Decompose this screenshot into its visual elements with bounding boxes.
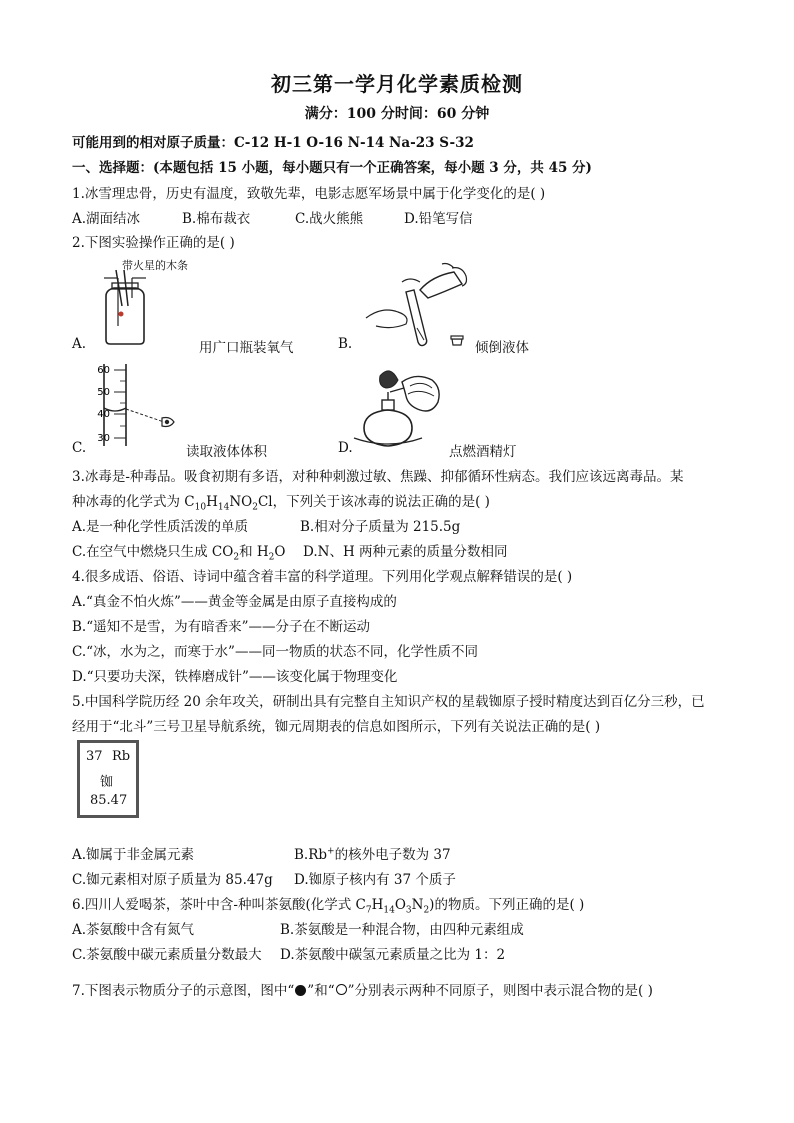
element-number: 37 bbox=[86, 749, 103, 764]
q5-option-c: C.铷元素相对原子质量为 85.47g bbox=[72, 872, 273, 888]
q6-stem: 6.四川人爱喝茶，茶叶中含-种叫茶氨酸(化学式 $C_7H_{14}O_3N_2$)的物质。下列正确的是( ) bbox=[72, 897, 585, 916]
q4-option-c: C.“冰，水为之，而寒于水”——同一物质的状态不同，化学性质不同 bbox=[72, 644, 478, 660]
q5-option-d: D.铷原子核内有 37 个质子 bbox=[294, 872, 456, 888]
element-mass: 85.47 bbox=[90, 793, 128, 808]
score-time-line: 满分：100 分时间：60 分钟 bbox=[304, 106, 490, 122]
q1-option-b: B.棉布裁衣 bbox=[182, 211, 251, 227]
q1-option-d: D.铅笔写信 bbox=[404, 211, 473, 227]
q2-option-b-text: 倾倒液体 bbox=[475, 340, 529, 356]
q3-option-d: D.N、H 两种元素的质量分数相同 bbox=[303, 544, 508, 560]
cylinder-tick-30: 30 bbox=[97, 433, 110, 444]
section-heading: 一、选择题：(本题包括 15 小题，每小题只有一个正确答案，每小题 3 分，共 45 分) bbox=[72, 160, 592, 176]
q4-option-d: D.“只要功夫深，铁棒磨成针”——该变化属于物理变化 bbox=[72, 669, 398, 685]
q1-option-c: C.战火熊熊 bbox=[295, 211, 364, 227]
cylinder-tick-60: 60 bbox=[97, 365, 110, 376]
q6-option-d: D.茶氨酸中碳氢元素质量之比为 1：2 bbox=[280, 947, 506, 963]
q5-option-a: A.铷属于非金属元素 bbox=[72, 847, 195, 863]
q2-stem: 2.下图实验操作正确的是( ) bbox=[72, 235, 235, 251]
q6-option-b: B.茶氨酸是一种混合物，由四种元素组成 bbox=[280, 922, 524, 938]
alcohol-lamp-figure bbox=[350, 362, 450, 450]
rubidium-element-card bbox=[77, 740, 139, 818]
cylinder-tick-50: 50 bbox=[97, 387, 110, 398]
black-atom-icon bbox=[295, 985, 306, 996]
q5-option-b: B.Rb+的核外电子数为 37 bbox=[294, 846, 451, 863]
q5-stem-line2: 经用于“北斗”三号卫星导航系统，铷元周期表的信息如图所示，下列有关说法正确的是( ) bbox=[72, 719, 601, 735]
element-name: 铷 bbox=[100, 775, 114, 790]
q3-option-c: C.在空气中燃烧只生成 $CO_2$和 $H_2O$ bbox=[72, 544, 286, 563]
gas-bottle-figure bbox=[96, 256, 206, 346]
fig-a-label: 带火星的木条 bbox=[122, 259, 188, 272]
q3-option-b: B.相对分子质量为 215.5g bbox=[300, 519, 461, 535]
q7-stem: 7.下图表示物质分子的示意图，图中“ ”和“ ”分别表示两种不同原子，则图中表示混合物的是( ) bbox=[72, 983, 653, 999]
q3-stem-line2: 种冰毒的化学式为 $C_{10}H_{14}NO_2Cl$，下列关于该冰毒的说法正确的是( ) bbox=[72, 494, 490, 513]
stopper-icon bbox=[450, 334, 464, 348]
graduated-cylinder-figure bbox=[92, 362, 182, 448]
q1-option-a: A.湖面结冰 bbox=[72, 211, 141, 227]
q6-option-a: A.茶氨酸中含有氮气 bbox=[72, 922, 195, 938]
q2-option-d-text: 点燃酒精灯 bbox=[449, 444, 517, 460]
cylinder-tick-40: 40 bbox=[97, 409, 110, 420]
page-title: 初三第一学月化学素质检测 bbox=[271, 72, 523, 96]
q2-option-a-text: 用广口瓶装氧气 bbox=[199, 340, 294, 356]
q5-stem-line1: 5.中国科学院历经 20 余年攻关，研制出具有完整自主知识产权的星载铷原子授时精度达到百亿分三秒，已 bbox=[72, 694, 705, 710]
q3-option-a: A.是一种化学性质活泼的单质 bbox=[72, 519, 249, 535]
q4-option-b: B.“遥知不是雪，为有暗香来”——分子在不断运动 bbox=[72, 619, 371, 635]
white-atom-icon bbox=[336, 984, 347, 995]
q2-option-d-letter: D. bbox=[338, 440, 353, 456]
q1-stem: 1.冰雪理忠骨，历史有温度，致敬先辈，电影志愿军场景中属于化学变化的是( ) bbox=[72, 186, 546, 202]
element-symbol: Rb bbox=[112, 749, 131, 764]
atomic-mass-line: 可能用到的相对原子质量：C-12 H-1 O-16 N-14 Na-23 S-32 bbox=[72, 135, 474, 151]
q2-option-a-letter: A. bbox=[72, 336, 87, 352]
q2-option-c-text: 读取液体体积 bbox=[186, 444, 267, 460]
q3-stem-line1: 3.冰毒是-种毒品。吸食初期有多语，对种种刺激过敏、焦躁、抑郁循环性病态。我们应该远离毒品。某 bbox=[72, 469, 684, 485]
q6-option-c: C.茶氨酸中碳元素质量分数最大 bbox=[72, 947, 262, 963]
q4-option-a: A.“真金不怕火炼”——黄金等金属是由原子直接构成的 bbox=[72, 594, 397, 610]
q4-stem: 4.很多成语、俗语、诗词中蕴含着丰富的科学道理。下列用化学观点解释错误的是( ) bbox=[72, 569, 573, 585]
q2-option-c-letter: C. bbox=[72, 440, 87, 456]
q2-option-b-letter: B. bbox=[338, 336, 353, 352]
